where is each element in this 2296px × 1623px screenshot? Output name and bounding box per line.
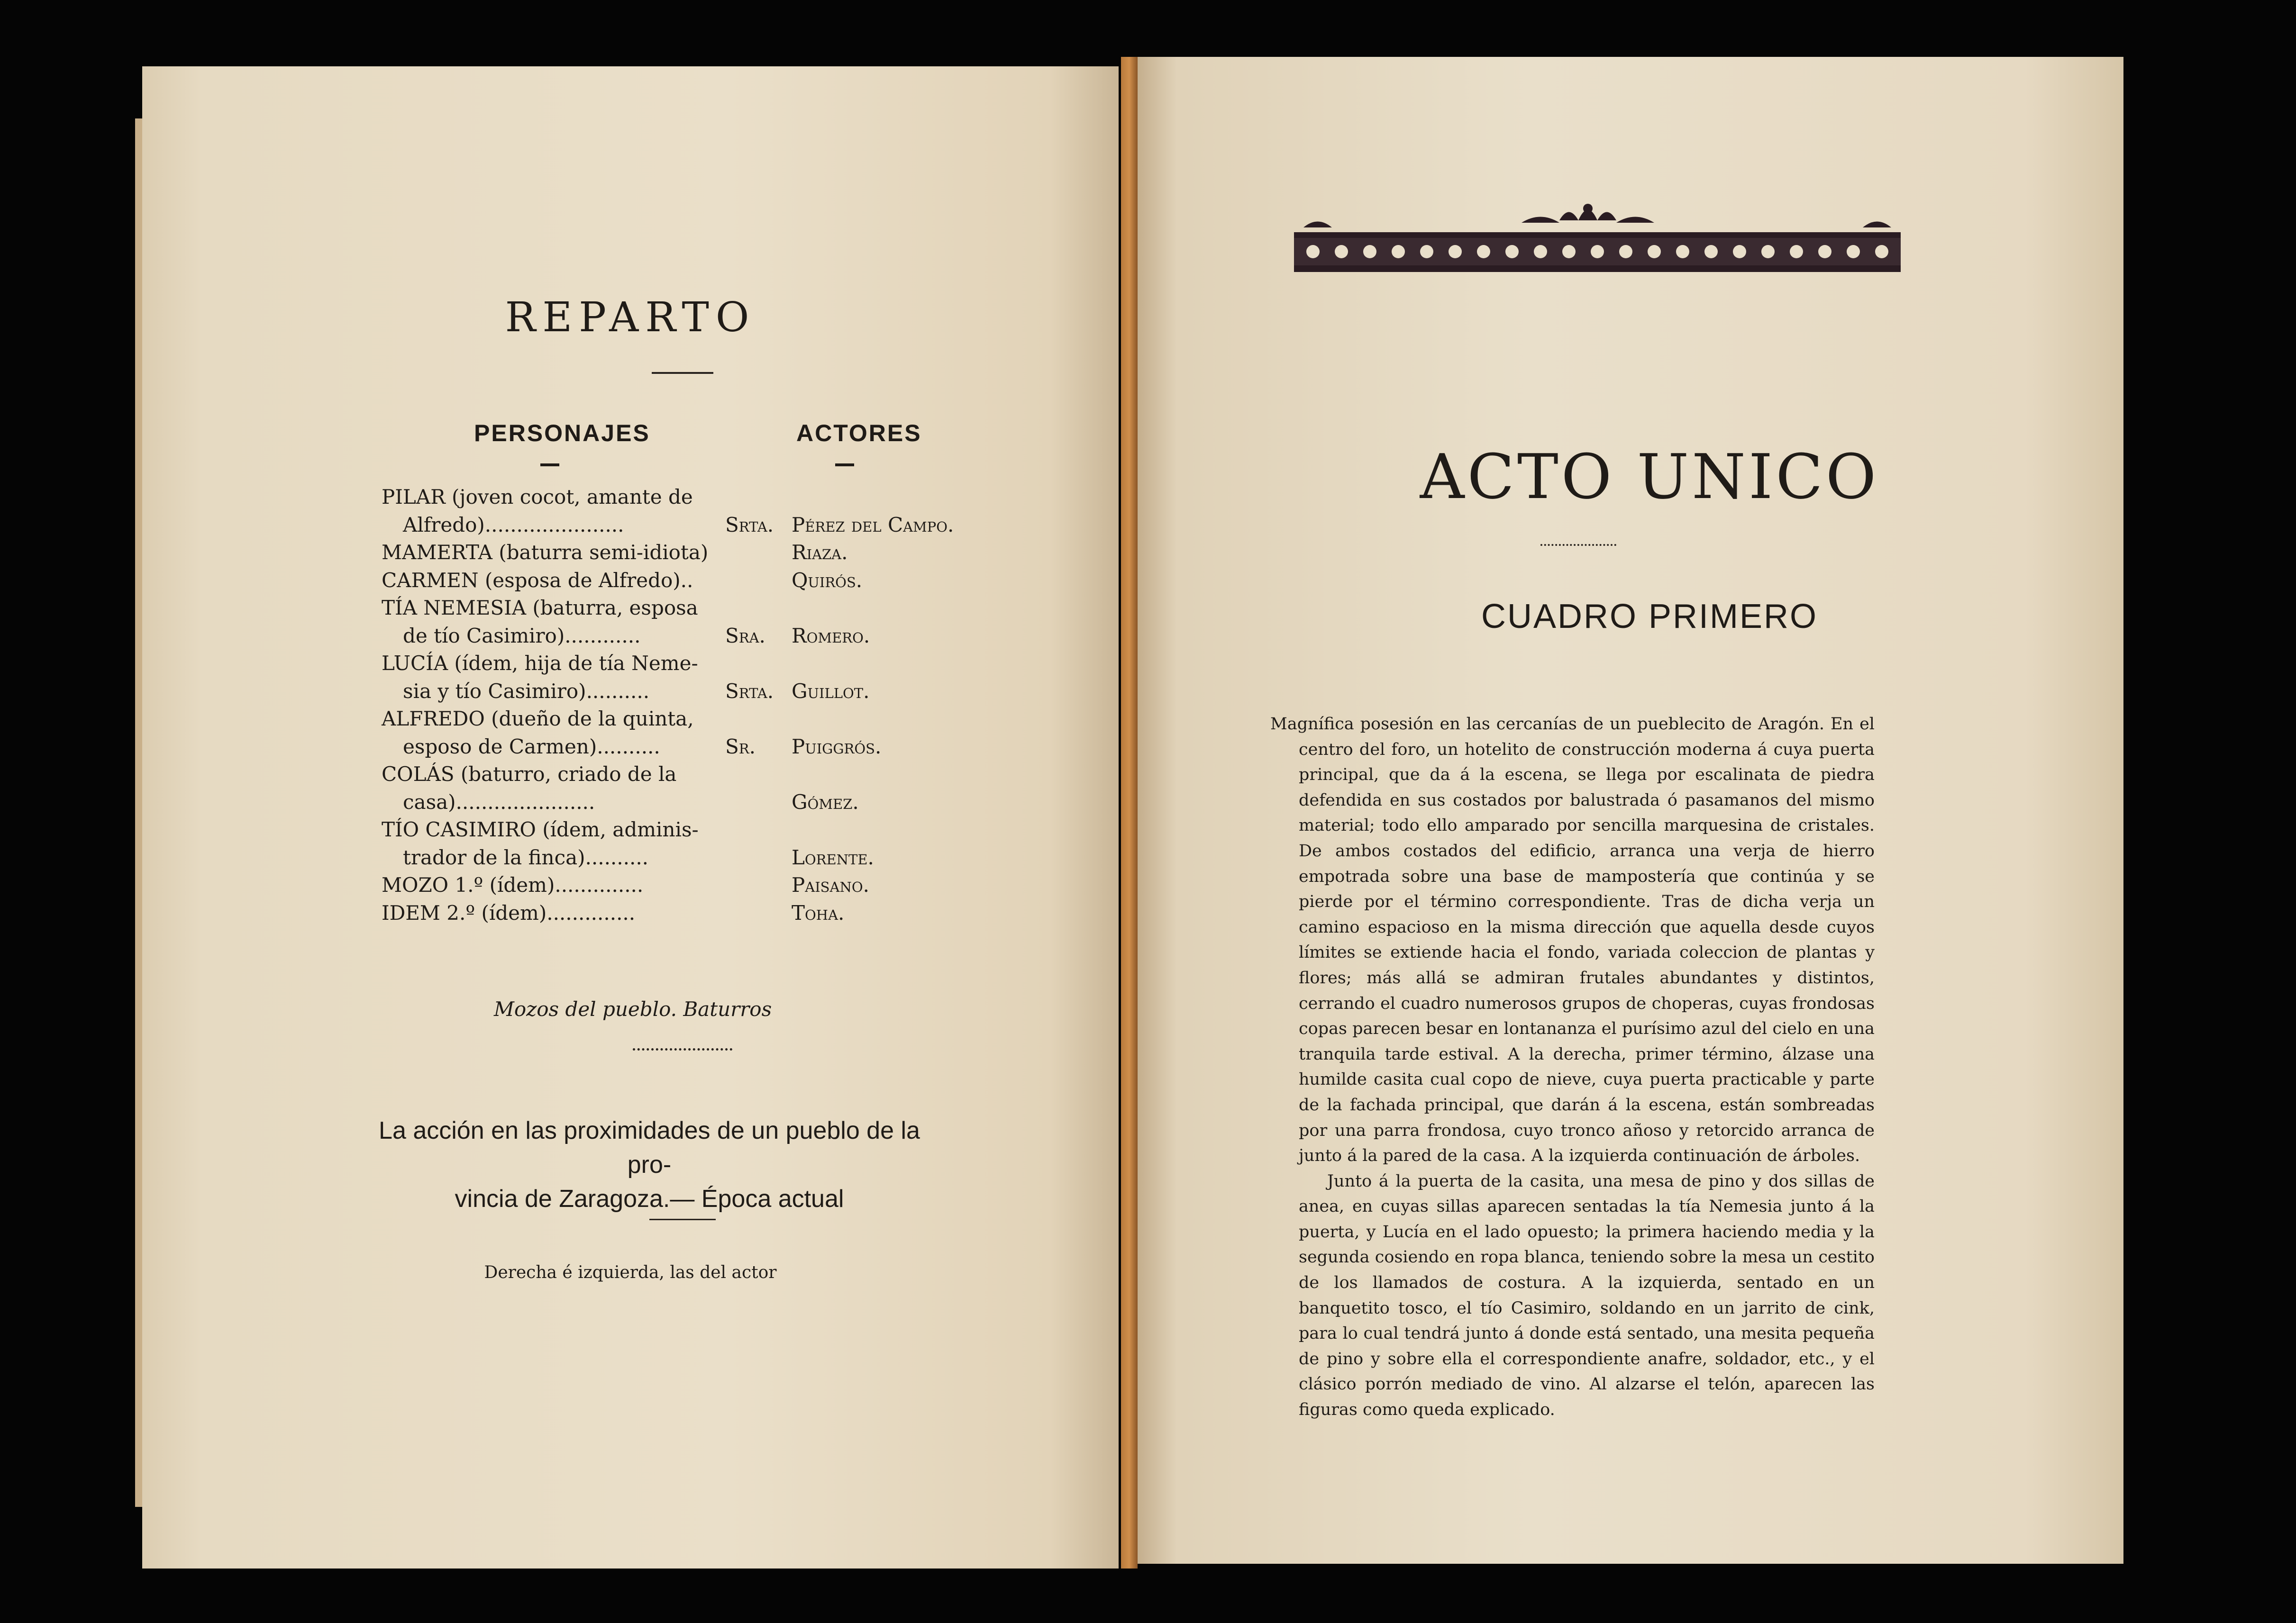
character-text: TÍO CASIMIRO (ídem, adminis- [382, 818, 699, 841]
cast-row [382, 567, 1140, 595]
character-text: LUCÍA (ídem, hija de tía Neme- [382, 652, 698, 675]
actor-title: Srta. [725, 513, 774, 536]
actor-title: Sr. [725, 734, 756, 758]
accion-line-2: vincia de Zaragoza.— Época actual [455, 1185, 844, 1213]
actor-name: Lorente. [792, 845, 874, 869]
actor-name: Romero. [792, 624, 870, 647]
character-text: sia y tío Casimiro).......... [403, 679, 650, 703]
character-text: ALFREDO (dueño de la quinta, [382, 707, 694, 730]
cast-row [382, 816, 1140, 844]
actor-name: Puiggrós. [792, 734, 882, 758]
personajes-dash [540, 463, 559, 466]
stage-description [1270, 712, 1875, 1423]
actor-name: Paisano. [792, 873, 869, 897]
actor-name: Guillot. [792, 679, 870, 703]
character-text: trador de la finca).......... [403, 845, 649, 869]
title-rule [652, 372, 713, 374]
character-text: Alfredo)...................... [403, 513, 624, 536]
stage-direction-note: Derecha é izquierda, las del actor [484, 1263, 777, 1282]
personajes-heading: PERSONAJES [474, 420, 650, 446]
actor-name: Riaza. [792, 541, 848, 564]
character-text: TÍA NEMESIA (baturra, esposa [382, 596, 698, 619]
character-text: MAMERTA (baturra semi-idiota) [382, 541, 709, 564]
book-spine [1121, 57, 1138, 1569]
cast-row [382, 650, 1140, 678]
mozos-note: Mozos del pueblo. Baturros [493, 997, 772, 1021]
actor-name: Quirós. [792, 568, 863, 592]
bottom-rule [649, 1219, 716, 1220]
actores-heading: ACTORES [796, 420, 922, 446]
actores-dash [835, 463, 854, 466]
description-paragraph-2: Junto á la puerta de la casita, una mesa de pino y dos sillas de anea, en cuyas sillas aparecen sentadas la tía Nemesia junto á la puerta, y Lucía en el lado opuesto; la primera haciendo media y la segunda cosiendo en ropa blanca, teniendo sobre la mesa un cestito de los llamados de costura. A la izquierda, sentado en un banquetito tosco, el tío Casimiro, soldando en un jarrito de cink, para lo cual tendrá junto á donde está sentado, una mesita pequeña de pino y sobre ella el correspondiente anafre, soldador, etc., y el clásico porrón mediado de vino. Al alzarse el telón, aparecen las figuras como queda explicado. [1299, 1171, 1875, 1420]
character-text: casa)...................... [403, 790, 595, 814]
act-divider [1540, 544, 1616, 546]
reparto-title: REPARTO [505, 294, 756, 341]
divider-ornament [633, 1048, 732, 1051]
cast-row [382, 511, 1140, 539]
scene-title: CUADRO PRIMERO [1481, 598, 1818, 635]
character-text: PILAR (joven cocot, amante de [382, 485, 693, 508]
character-text: de tío Casimiro)............ [403, 624, 641, 647]
character-text: esposo de Carmen).......... [403, 734, 660, 758]
character-text: CARMEN (esposa de Alfredo).. [382, 568, 693, 592]
character-text: MOZO 1.º (ídem).............. [382, 873, 644, 897]
accion-text [360, 1114, 938, 1216]
cast-row [382, 622, 1140, 650]
actor-title: Srta. [725, 679, 774, 703]
cast-row [382, 844, 1140, 872]
actor-name: Toha. [792, 901, 845, 925]
act-title: ACTO UNICO [1420, 441, 1879, 513]
left-page [142, 66, 1119, 1569]
cast-row [382, 761, 1140, 789]
cast-list [382, 483, 1140, 927]
actor-title: Sra. [725, 624, 765, 647]
actor-name: Pérez del Campo. [792, 513, 954, 536]
cast-row [382, 789, 1140, 816]
cast-row [382, 539, 1140, 567]
cast-row [382, 733, 1140, 761]
accion-line-1: La acción en las proximidades de un pueblo de la pro- [379, 1117, 920, 1179]
description-paragraph-1: Magnífica posesión en las cercanías de un pueblecito de Aragón. En el centro del foro, un hotelito de construcción moderna á cuya puerta principal, que da á la escena, se llega por escalinata de piedra defendida en sus costados por balustrada ó pasamanos del mismo material; todo ello amparado por sencilla marquesina de cristales. De ambos costados del edificio, arranca una verja de hierro empotrada sobre una base de mampostería que continúa y se pierde por el término correspondiente. Tras de dicha verja un camino espacioso en la misma dirección que aquella desde cuyos límites se extiende hacia el fondo, variada coleccion de plantas y flores; más allá se admiran frutales abundantes y distintos, cerrando el cuadro numerosos grupos de choperas, cuyas frondosas copas parecen besar en lontananza el purísimo azul del cielo en una tranquila tarde estival. A la derecha, primer término, álzase una humilde casita cual copo de nieve, cuya puerta practicable y parte de la fachada principal, que darán á la escena, están sombreadas por una parra frondosa, cuyo tronco añoso y retorcido arranca de junto á la pared de la casa. A la izquierda continuación de árboles. [1270, 715, 1875, 1166]
character-text: COLÁS (baturro, criado de la [382, 762, 677, 786]
right-page [1138, 57, 2123, 1564]
cast-row [382, 871, 1140, 899]
cast-row [382, 899, 1140, 927]
decorative-header-ornament [1294, 194, 1901, 275]
character-text: IDEM 2.º (ídem).............. [382, 901, 636, 925]
actor-name: Gómez. [792, 790, 859, 814]
cast-row [382, 594, 1140, 622]
cast-row [382, 483, 1140, 511]
cast-row [382, 705, 1140, 733]
cast-row [382, 678, 1140, 706]
